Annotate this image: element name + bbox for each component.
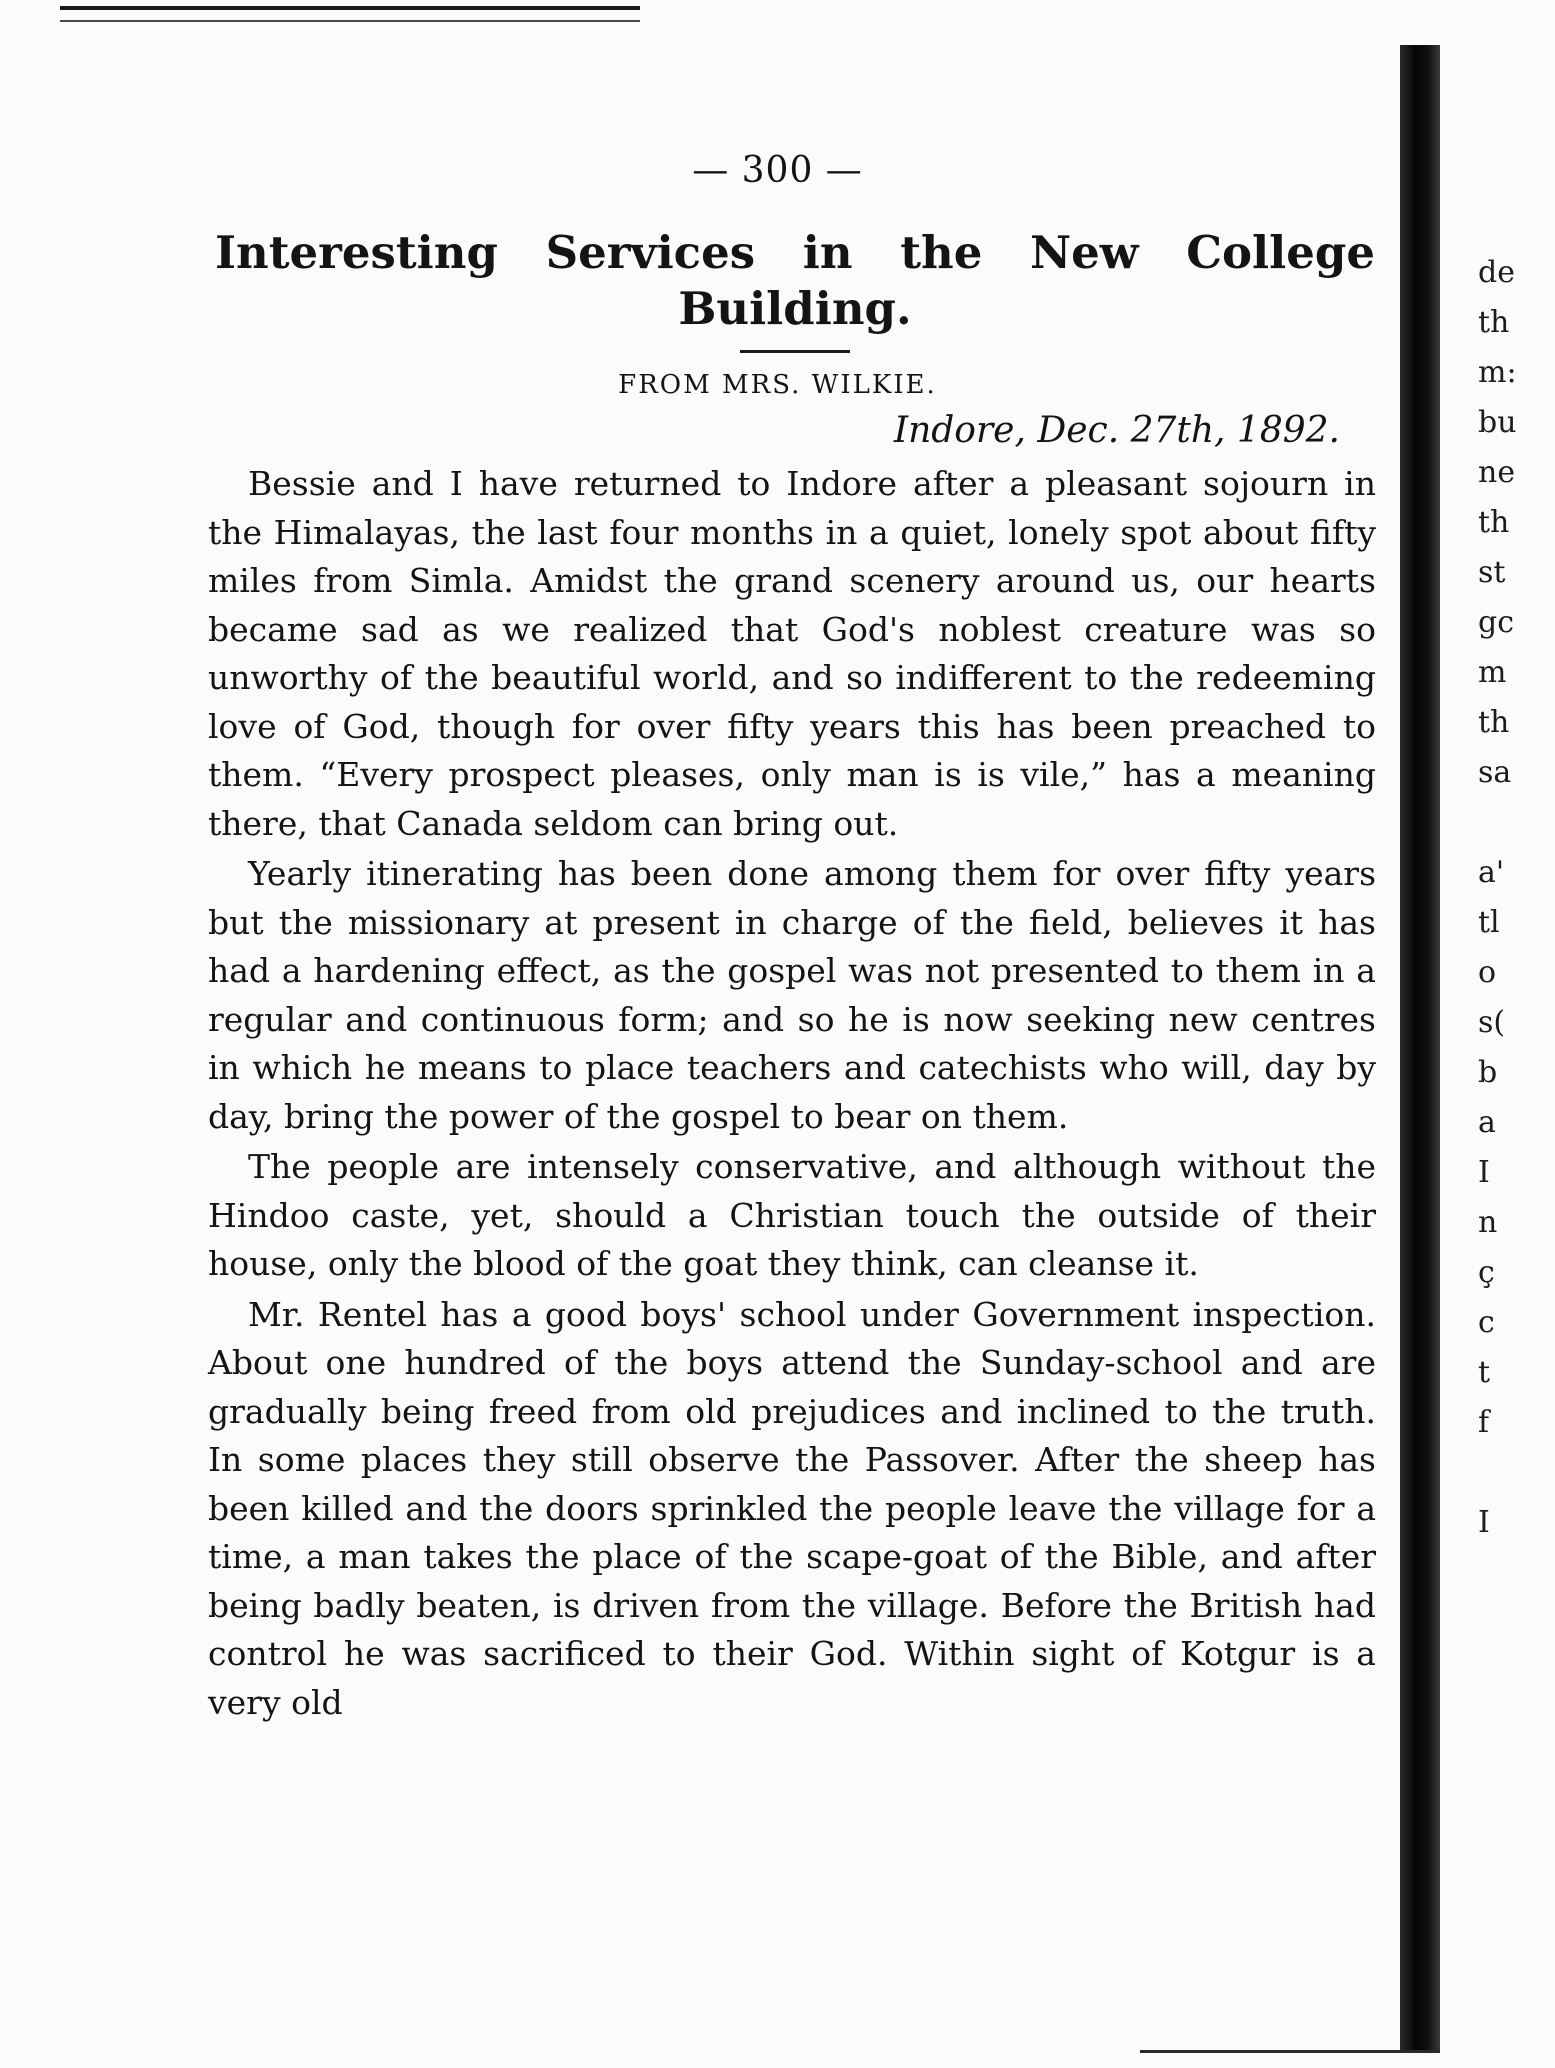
byline: FROM MRS. WILKIE. [618,370,937,400]
fragment-line: I [1478,1155,1490,1190]
fragment-line: st [1478,555,1506,590]
article-title [215,225,1375,337]
paragraph: Bessie and I have returned to Indore after a pleasant sojourn in the Himalayas, the last four months in a quiet, lonely spot about fifty miles from Simla. Amidst the grand scenery around us, our hearts became sad as we realized that God's noblest creature was so unworthy of the beautiful world, and so indifferent to the redeeming love of God, though for over fifty years this has been preached to them. “Every prospect pleases, only man is is vile,” has a meaning there, that Canada seldom can bring out. [208,464,1376,843]
title-underline [740,350,850,353]
fragment-line: ç [1478,1255,1495,1290]
top-rule [60,6,640,10]
binding-gutter [1400,45,1440,2050]
facing-page-fragments [1478,248,1555,1548]
page-number: — 300 — [692,150,863,191]
fragment-line: s( [1478,1005,1506,1040]
fragment-line: b [1478,1055,1498,1090]
fragment-line: c [1478,1305,1495,1340]
title-word: the [900,226,983,279]
paragraph: Yearly itinerating has been done among them for over fifty years but the missionary at present in charge of the field, believes it has had a hardening effect, as the gospel was not presented to them in a regular and continuous form; and so he is now seeking new centres in which he means to place teachers and catechists who will, day by day, bring the power of the gospel to bear on them. [208,854,1376,1136]
fragment-line: f [1478,1405,1490,1440]
fragment-line [1478,798,1555,848]
fragment-line: th [1478,505,1510,540]
dateline: Indore, Dec. 27th, 1892. [893,410,1340,451]
fragment-line: gc [1478,605,1515,640]
fragment-line: m [1478,655,1507,690]
title-word: College [1186,226,1375,279]
fragment-line: de [1478,255,1515,290]
fragment-line: tl [1478,905,1500,940]
paragraph: Mr. Rentel has a good boys' school under Government inspection. About one hundred of the boys attend the Sunday-school and are gradually being freed from old prejudices and inclined to the truth. In some places they still observe the Passover. After the sheep has been killed and the doors sprinkled the people leave the village for a time, a man takes the place of the scape-goat of the Bible, and after being badly beaten, is driven from the village. Before the British had control he was sacrificed to their God. Within sight of Kotgur is a very old [208,1294,1376,1722]
fragment-line: th [1478,705,1510,740]
title-word: in [802,226,853,279]
fragment-line: sa [1478,755,1512,790]
title-word: Interesting [215,226,498,279]
fragment-line: bu [1478,405,1517,440]
top-rule-thin [60,20,640,22]
fragment-line: a [1478,1105,1496,1140]
fragment-line [1478,1448,1555,1498]
title-word: New [1030,226,1139,279]
fragment-line: t [1478,1355,1491,1390]
fragment-line: I [1478,1505,1490,1540]
fragment-line: th [1478,305,1510,340]
title-line-1 [215,225,1375,281]
title-word: Services [545,226,756,279]
fragment-line: a' [1478,855,1505,890]
fragment-line: o [1478,955,1497,990]
paragraph: The people are intensely conservative, and although without the Hindoo caste, yet, should a Christian touch the outside of their house, only the blood of the goat they think, can cleanse it. [208,1147,1376,1283]
fragment-line: ne [1478,455,1516,490]
fragment-line: m: [1478,355,1517,390]
bottom-rule [1140,2050,1440,2053]
article-body [208,460,1376,1727]
title-line-2: Building. [678,282,912,335]
fragment-line: n [1478,1205,1498,1240]
